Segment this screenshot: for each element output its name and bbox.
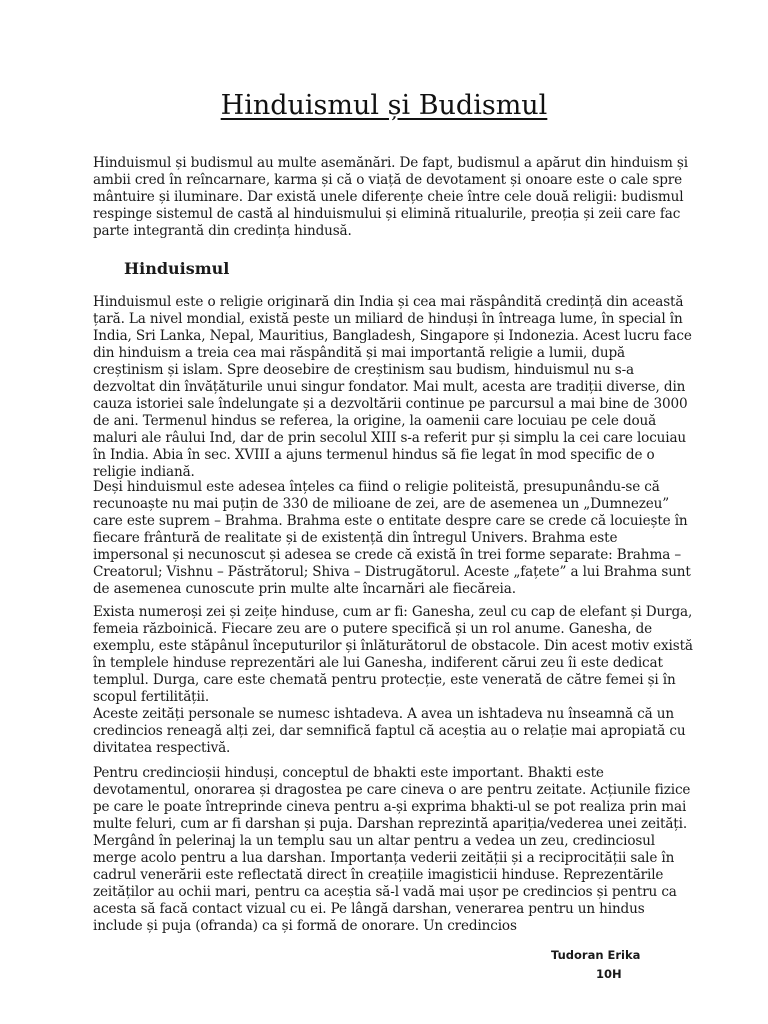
- page-title: Hinduismul și Budismul: [220, 90, 548, 121]
- body-paragraph-4: Pentru credincioșii hinduși, conceptul de bhakti este important. Bhakti este devotamentul, onorarea și dragostea pe care cineva o are pentru zeitate. Acțiunile fizice pe care le poate întreprinde cineva pentru a-și exprima bhakti-ul se pot realiza prin mai multe feluri, cum ar fi darshan și puja. Darshan reprezintă apariția/vederea unei zeități. Mergând în pelerinaj la un templu sau un altar pentru a vedea un zeu, credinciosul merge acolo pentru a lua darshan. Importanța vederii zeității și a reciprocității sale în cadrul venerării este reflectată direct în creațiile imagisticii hinduse. Reprezentările zeităților au ochii mari, pentru ca aceștia să-l vadă mai ușor pe credincios și pentru ca acesta să facă contact vizual cu ei. Pe lângă darshan, venerarea pentru un hindus include și puja (ofranda) ca și formă de onorare. Un credincios: [93, 765, 691, 934]
- author-class: 10H: [596, 967, 622, 981]
- section-heading: Hinduismul: [124, 259, 230, 278]
- intro-paragraph: Hinduismul și budismul au multe asemănări. De fapt, budismul a apărut din hinduism și ambii cred în reîncarnare, karma și că o viață de devotament și onoare este o cale spre mântuire și iluminare. Dar există unele diferențe cheie între cele două religii: budismul respinge sistemul de castă al hinduismului și elimină ritualurile, preoția și zeii care fac parte integrantă din credința hindusă.: [93, 155, 688, 239]
- author-signature: [551, 946, 640, 984]
- body-paragraph-1: Hinduismul este o religie originară din India și cea mai răspândită credință din această țară. La nivel mondial, există peste un miliard de hinduși în întreaga lume, în special în India, Sri Lanka, Nepal, Mauritius, Bangladesh, Singapore și Indonezia. Acest lucru face din hinduism a treia cea mai răspândită și mai importantă religie a lumii, după creștinism și islam. Spre deosebire de creștinism sau budism, hinduismul nu s-a dezvoltat din învățăturile unui singur fondator. Mai mult, acesta are tradiții diverse, din cauza istoriei sale îndelungate și a dezvoltării continue pe parcursul a mai bine de 3000 de ani. Termenul hindus se referea, la origine, la oamenii care locuiau pe cele două maluri ale râului Ind, dar de prin secolul XIII s-a referit pur și simplu la cei care locuiau în India. Abia în sec. XVIII a ajuns termenul hindus să fie legat în mod specific de o religie indiană.: [93, 294, 692, 480]
- body-paragraph-2: Deși hinduismul este adesea înțeles ca fiind o religie politeistă, presupunându-se că recunoaște nu mai puțin de 330 de milioane de zei, are de asemenea un „Dumnezeu” care este suprem – Brahma. Brahma este o entitate despre care se crede că locuiește în fiecare frântură de realitate și de existență din întregul Univers. Brahma este impersonal și necunoscut și adesea se crede că există în trei forme separate: Brahma – Creatorul; Vishnu – Păstrătorul; Shiva – Distrugătorul. Aceste „fațete” a lui Brahma sunt de asemenea cunoscute prin multe alte încarnări ale fiecăreia.: [93, 479, 691, 597]
- body-paragraph-3: Exista numeroși zei și zeițe hinduse, cum ar fi: Ganesha, zeul cu cap de elefant și Durga, femeia războinică. Fiecare zeu are o putere specifică și un rol anume. Ganesha, de exemplu, este stăpânul începuturilor și înlăturătorul de obstacole. Din acest motiv există în templele hinduse reprezentări ale lui Ganesha, indiferent cărui zeu îi este dedicat templul. Durga, care este chemată pentru protecție, este venerată de către femei și în scopul fertilității. Aceste zeități personale se numesc ishtadeva. A avea un ishtadeva nu înseamnă că un credincios reneagă alți zei, dar semnifică faptul că aceștia au o relație mai apropiată cu divitatea respectivă.: [93, 604, 693, 756]
- author-name: Tudoran Erika: [551, 948, 641, 962]
